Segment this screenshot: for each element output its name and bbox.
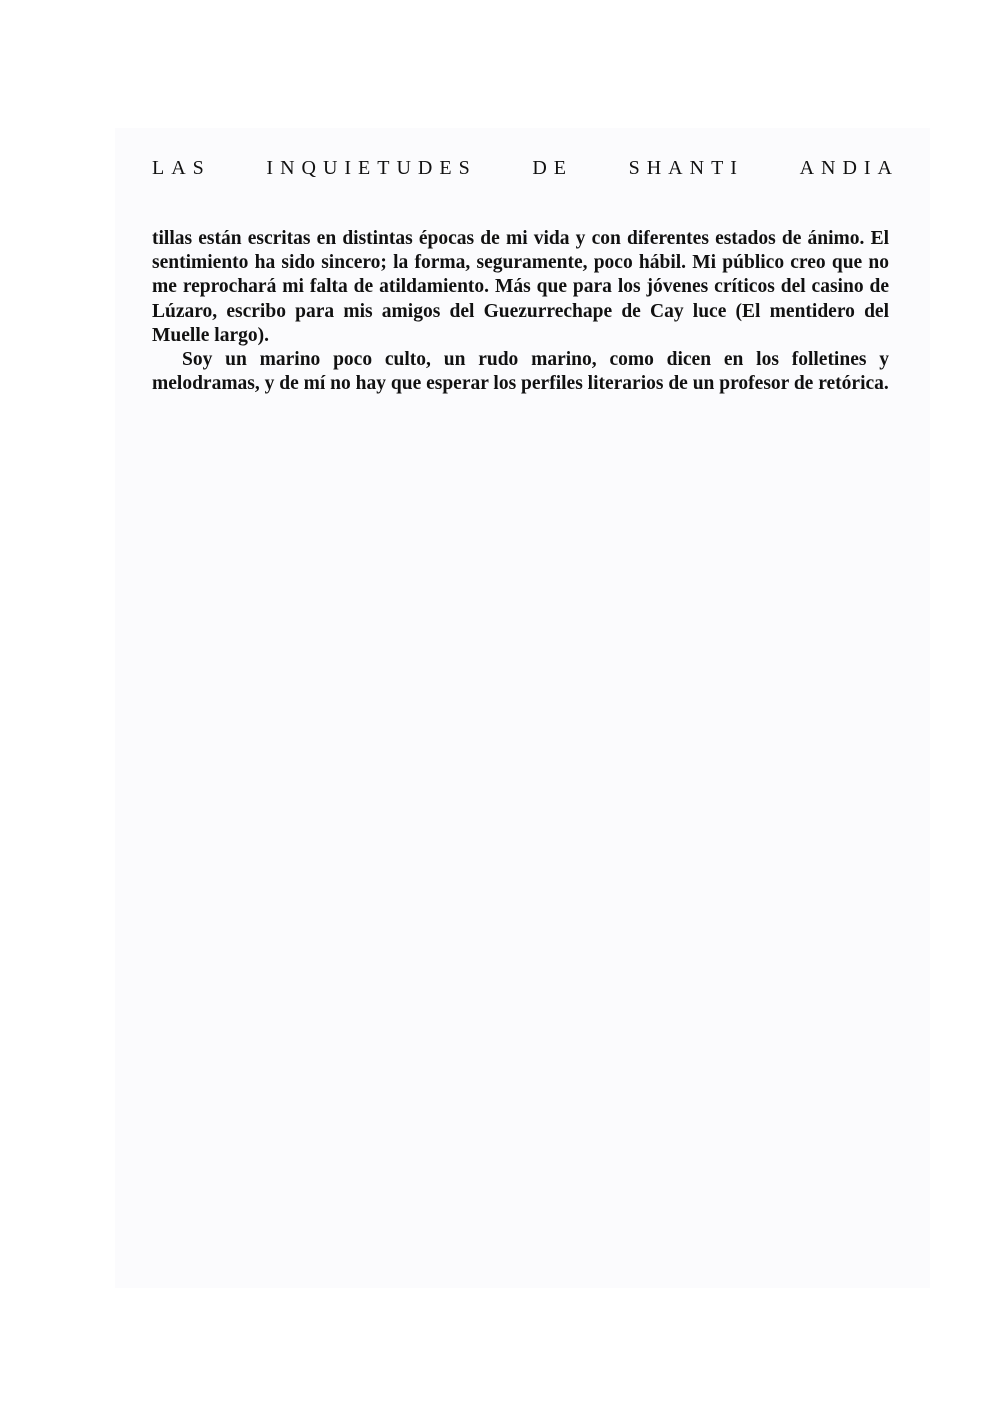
paragraph: tillas están escritas en distintas épocas de mi vida y con diferentes estados de ánimo. El sentimiento ha sido sincero; la forma, seguramente, poco hábil. Mi público creo que no me reprochará mi falta de atildamiento. Más que para los jóvenes críticos del casino de Lúzaro, escribo para mis amigos del Guezurrechape de Cay luce (El mentidero del Muelle largo). xyxy=(152,228,889,346)
running-head xyxy=(152,155,899,181)
running-head-word: SHANTI xyxy=(628,157,744,179)
running-head-word: INQUIETUDES xyxy=(266,157,477,179)
paragraph: Soy un marino poco culto, un rudo marino, como dicen en los folletines y melodramas, y de mí no hay que esperar los perfiles literarios de un profesor de retórica. xyxy=(152,349,889,395)
running-head-word: DE xyxy=(532,157,573,179)
running-head-word: LAS xyxy=(152,157,211,179)
running-head-word: ANDIA xyxy=(799,157,899,179)
body-text xyxy=(152,227,889,396)
